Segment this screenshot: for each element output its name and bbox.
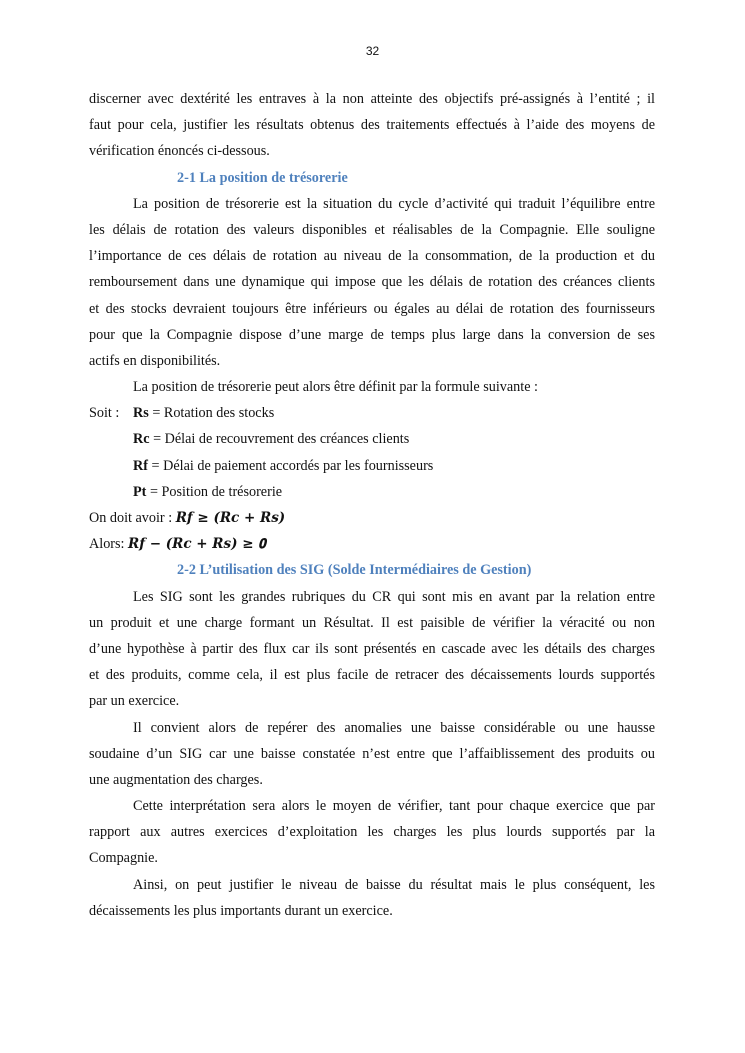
paragraph-line: Cette interprétation sera alors le moyen de vérifier, tant pour chaque exercice que par: [133, 798, 655, 815]
paragraph-line: une augmentation des charges.: [89, 771, 263, 788]
paragraph-line: un produit et une charge formant un Résultat. Il est paisible de vérifier la véracité ou non: [89, 614, 655, 631]
paragraph-line: et des produits, comme cela, il est plus facile de retracer des décaissements lourds supportés: [89, 667, 655, 684]
section-heading: 2-1 La position de trésorerie: [177, 169, 348, 186]
definition-text: = Rotation des stocks: [148, 405, 275, 422]
page-body: [89, 86, 655, 924]
definition-text: = Délai de recouvrement des créances clients: [149, 431, 410, 448]
result-line: [89, 531, 655, 557]
paragraph-line: discerner avec dextérité les entraves à la non atteinte des objectifs pré-assignés à l’entité ; il: [89, 91, 655, 107]
paragraph-line: d’une hypothèse à partir des flux car ils sont présentés en cascade avec les détails des charges: [89, 640, 655, 657]
definition-item: [89, 400, 655, 426]
definition-text: = Position de trésorerie: [146, 483, 283, 500]
definition-term: Rc: [133, 431, 150, 448]
formula-intro: La position de trésorerie peut alors être définit par la formule suivante :: [133, 379, 538, 396]
definition-item: [89, 453, 655, 479]
soit-label: Soit :: [89, 405, 120, 422]
paragraph-line: Compagnie.: [89, 850, 158, 867]
on-doit-label: On doit avoir :: [89, 510, 173, 526]
paragraph-line: La position de trésorerie est la situation du cycle d’activité qui traduit l’équilibre entre: [133, 195, 655, 212]
page-number: 32: [365, 44, 380, 58]
paragraph-line: et des stocks devraient toujours être inférieurs ou égales au délai de rotation des fournisseurs: [89, 300, 655, 317]
formula-result: 𝑹𝒇 − (𝑹𝒄 + 𝑹𝒔) ≥ 𝟎: [128, 536, 266, 553]
paragraph-line: décaissements les plus importants durant un exercice.: [89, 902, 393, 919]
paragraph-line: faut pour cela, justifier les résultats obtenus des traitements effectués à l’aide des moyens de: [89, 117, 655, 134]
paragraph-line: remboursement dans une dynamique qui impose que les délais de rotation des créances clients: [89, 274, 655, 291]
section-heading: 2-2 L’utilisation des SIG (Solde Intermédiaires de Gestion): [177, 562, 532, 579]
condition-line: [89, 505, 655, 531]
paragraph-line: rapport aux autres exercices d’exploitation les charges les plus lourds supportés par la: [89, 824, 655, 841]
alors-label: Alors:: [89, 536, 125, 553]
definition-text: = Délai de paiement accordés par les fournisseurs: [147, 457, 434, 474]
paragraph-line: les délais de rotation des valeurs disponibles et réalisables de la Compagnie. Elle souligne: [89, 221, 655, 238]
definition-term: Pt: [133, 483, 147, 500]
paragraph-line: Les SIG sont les grandes rubriques du CR qui sont mis en avant par la relation entre: [133, 588, 655, 605]
paragraph-line: actifs en disponibilités.: [89, 352, 221, 369]
definition-item: [89, 426, 655, 452]
paragraph-line: Il convient alors de repérer des anomalies une baisse considérable ou une hausse: [133, 719, 655, 736]
paragraph-line: vérification énoncés ci-dessous.: [89, 143, 270, 160]
paragraph-line: soudaine d’un SIG car une baisse constatée n’est entre que l’affaiblissement des produits ou: [89, 745, 655, 762]
paragraph-line: l’importance de ces délais de rotation au niveau de la consommation, de la production et du: [89, 248, 655, 265]
definition-term: Rs: [133, 405, 149, 422]
paragraph-line: Ainsi, on peut justifier le niveau de baisse du résultat mais le plus conséquent, les: [133, 876, 655, 893]
formula-inequality: 𝑹𝒇 ≥ (𝑹𝒄 + 𝑹𝒔): [175, 510, 286, 526]
definition-term: Rf: [133, 457, 148, 474]
definition-item: [89, 479, 655, 505]
paragraph-line: par un exercice.: [89, 693, 180, 710]
paragraph-line: pour que la Compagnie dispose d’une marge de temps plus large dans la conversion de ses: [89, 326, 655, 343]
